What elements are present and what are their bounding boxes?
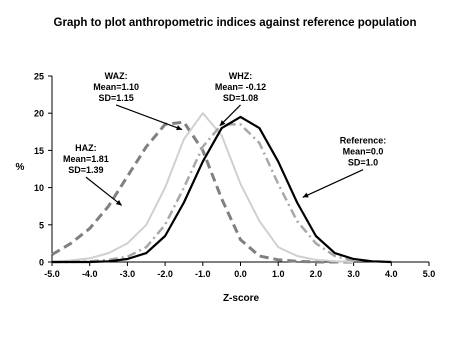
annotation-reference-line: Mean=0.0 [342, 146, 384, 157]
y-tick-label: 25 [33, 71, 44, 82]
chart-title: Graph to plot anthropometric indices against reference population [53, 17, 417, 29]
annotations-group [63, 71, 386, 205]
x-tick-label: -4.0 [81, 269, 98, 279]
annotation-waz-line: WAZ: [104, 70, 128, 81]
x-tick-label: -1.0 [195, 269, 211, 279]
annotation-whz-line: WHZ: [228, 70, 253, 81]
x-tick-label: -3.0 [119, 269, 136, 279]
x-tick-label: 1.0 [271, 269, 285, 279]
annotation-waz-line: SD=1.15 [98, 92, 134, 103]
x-axis-label: Z-score [222, 293, 260, 304]
x-tick-label: 5.0 [422, 269, 436, 279]
annotation-whz-line: Mean= -0.12 [214, 81, 267, 92]
x-tick-label: 2.0 [309, 269, 323, 279]
series-haz-line [52, 122, 354, 262]
series-waz-line [52, 113, 354, 262]
annotation-waz-line: Mean=1.10 [93, 81, 139, 92]
annotation-waz-arrow [116, 105, 182, 130]
y-tick-label: 10 [33, 183, 44, 194]
annotation-haz-line: HAZ: [75, 143, 97, 154]
y-tick-label: 5 [38, 220, 44, 231]
y-axis-label: % [15, 162, 25, 173]
x-tick-label: 4.0 [385, 269, 398, 279]
annotation-reference-arrow [303, 170, 363, 198]
series-whz-line [52, 124, 354, 262]
y-tick-label: 20 [33, 108, 44, 119]
y-tick-label: 0 [38, 257, 44, 268]
x-tick-label: 3.0 [347, 269, 360, 279]
annotation-reference-line: SD=1.0 [347, 157, 379, 168]
annotation-reference-line: Reference: [339, 135, 387, 146]
x-tick-label: 0.0 [234, 269, 247, 279]
x-tick-label: -5.0 [44, 269, 60, 279]
annotation-haz-line: Mean=1.81 [63, 154, 109, 165]
annotation-haz-line: SD=1.39 [68, 165, 104, 176]
x-tick-label: -2.0 [157, 269, 173, 279]
annotation-whz-line: SD=1.08 [222, 92, 259, 103]
y-tick-label: 15 [33, 145, 44, 156]
